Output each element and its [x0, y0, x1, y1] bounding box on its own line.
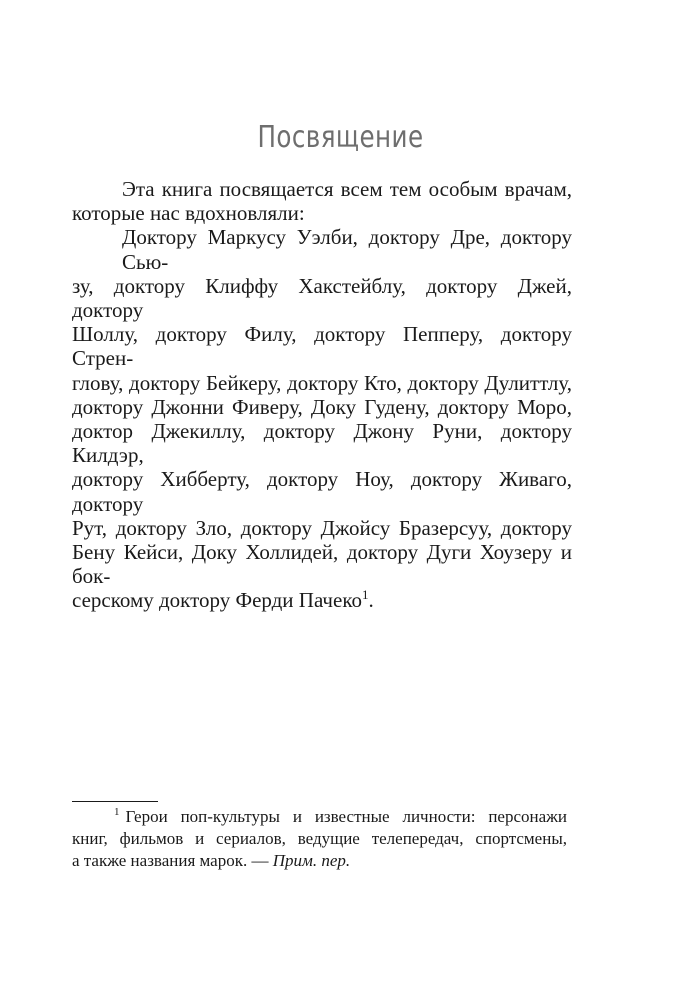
- footnote: [72, 806, 567, 872]
- page-title: Посвящение: [257, 120, 424, 155]
- footnote-line: [72, 850, 567, 872]
- dedication-line: доктору Хибберту, доктору Ноу, доктору Живаго, доктору: [72, 467, 572, 516]
- footnote-reference[interactable]: 1: [361, 587, 369, 603]
- translator-note-label: Прим. пер.: [272, 851, 351, 870]
- dedication-text: [72, 177, 572, 613]
- footnote-divider: [72, 801, 158, 802]
- footnote-line: книг, фильмов и сериалов, ведущие телепередач, спортсмены,: [72, 829, 567, 848]
- footnote-text: Герои поп-культуры и известные личности: персонажи: [125, 807, 567, 826]
- footnote-line: [72, 806, 567, 828]
- dedication-end-punct: .: [368, 588, 374, 613]
- dedication-line: Шоллу, доктору Филу, доктору Пепперу, доктору Стрен-: [72, 322, 572, 371]
- dedication-line: Эта книга посвящается всем тем особым врачам,: [122, 177, 572, 201]
- dedication-line: которые нас вдохновляли:: [72, 201, 305, 226]
- dedication-line: серскому доктору Ферди Пачеко: [72, 588, 362, 613]
- dedication-last-line: [72, 588, 572, 612]
- dedication-line: доктору Джонни Фиверу, Доку Гудену, доктору Моро,: [72, 394, 572, 419]
- footnote-text: а также названия марок. —: [72, 851, 269, 870]
- dedication-line: зу, доктору Клиффу Хакстейблу, доктору Джей, доктору: [72, 273, 572, 323]
- footnote-marker: 1: [114, 806, 120, 819]
- dedication-line: доктор Джекиллу, доктору Джону Руни, доктору Килдэр,: [72, 419, 572, 468]
- dedication-line: Бену Кейси, Доку Холлидей, доктору Дуги Хоузеру и бок-: [72, 540, 572, 589]
- dedication-line: глову, доктору Бейкеру, доктору Кто, доктору Дулиттлу,: [72, 370, 572, 395]
- dedication-line: Доктору Маркусу Уэлби, доктору Дре, доктору Сью-: [122, 225, 572, 274]
- dedication-line: Рут, доктору Зло, доктору Джойсу Бразерсуу, доктору: [72, 515, 572, 540]
